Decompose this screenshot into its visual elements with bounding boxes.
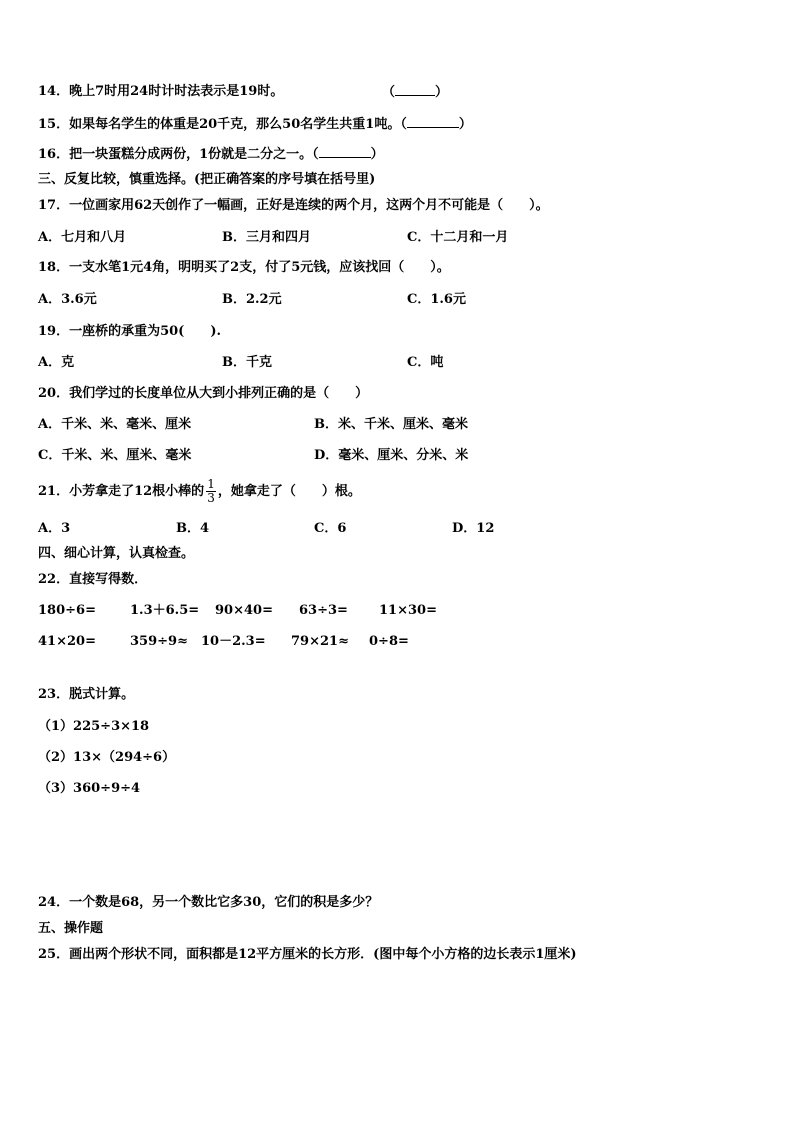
question-24-text: 24．一个数是68，另一个数比它多30，它们的积是多少？	[38, 895, 379, 910]
paren-open: （	[382, 85, 396, 100]
calc-item: 11×30=	[379, 603, 437, 618]
question-20-option-d[interactable]: D．毫米、厘米、分米、米	[314, 448, 469, 463]
question-20-option-b[interactable]: B．米、千米、厘米、毫米	[314, 417, 468, 432]
calc-item: 41×20=	[38, 634, 96, 649]
question-15-text: 15．如果每名学生的体重是20千克，那么50名学生共重1吨。（	[38, 117, 407, 132]
paren-close: ）	[458, 117, 472, 132]
question-18-option-c[interactable]: C．1.6元	[407, 292, 466, 307]
question-23-item-2: （2）13×（294÷6）	[38, 750, 176, 765]
question-21	[38, 476, 361, 508]
paren-close: ）	[370, 147, 384, 162]
question-23-text: 23．脱式计算。	[38, 687, 135, 702]
calc-item: 1.3＋6.5=	[130, 603, 200, 618]
calc-item: 180÷6=	[38, 603, 96, 618]
question-21-option-d[interactable]: D．12	[452, 521, 495, 536]
question-21-text-after: ，她拿走了（ ）根。	[217, 484, 361, 499]
calc-item: 90×40=	[215, 603, 273, 618]
question-17-text: 17．一位画家用62天创作了一幅画，正好是连续的两个月，这两个月不可能是（ ）。	[38, 198, 549, 213]
question-14-answer[interactable]	[382, 83, 448, 102]
calc-item: 359÷9≈	[130, 634, 188, 649]
calc-item: 0÷8=	[369, 634, 409, 649]
question-21-text-before: 21．小芳拿走了12根小棒的	[38, 484, 205, 499]
question-19-option-a[interactable]: A．克	[38, 355, 75, 370]
section-4-heading: 四、细心计算，认真检查。	[38, 546, 195, 561]
question-19-option-b[interactable]: B．千克	[222, 355, 272, 370]
question-14-text: 14．晚上7时用24时计时法表示是19时。	[38, 84, 284, 99]
question-17-option-c[interactable]: C．十二月和一月	[407, 230, 509, 245]
question-17-option-b[interactable]: B．三月和四月	[222, 230, 311, 245]
question-23-item-3: （3）360÷9÷4	[38, 781, 141, 796]
section-3-heading: 三、反复比较，慎重选择。(把正确答案的序号填在括号里)	[38, 172, 376, 187]
question-18-option-a[interactable]: A．3.6元	[38, 292, 97, 307]
question-19-option-c[interactable]: C．吨	[407, 355, 444, 370]
question-21-option-b[interactable]: B．4	[176, 521, 210, 536]
question-20-option-a[interactable]: A．千米、米、毫米、厘米	[38, 417, 192, 432]
answer-blank[interactable]	[319, 145, 371, 158]
question-20-option-c[interactable]: C．千米、米、厘米、毫米	[38, 448, 192, 463]
question-23-item-1: （1）225÷3×18	[38, 719, 150, 734]
calc-item: 63÷3=	[299, 603, 348, 618]
question-18-option-b[interactable]: B．2.2元	[222, 292, 282, 307]
question-14	[38, 83, 283, 101]
answer-blank[interactable]	[407, 115, 459, 128]
question-20-text: 20．我们学过的长度单位从大到小排列正确的是（ ）	[38, 386, 369, 401]
question-17-option-a[interactable]: A．七月和八月	[38, 230, 127, 245]
section-5-heading: 五、操作题	[38, 921, 104, 936]
calc-item: 10－2.3=	[201, 634, 266, 649]
question-19-text: 19．一座桥的承重为50( ).	[38, 324, 222, 339]
question-22-text: 22．直接写得数．	[38, 572, 148, 587]
question-25-text: 25．画出两个形状不同，面积都是12平方厘米的长方形．(图中每个小方格的边长表示1厘米)	[38, 947, 577, 962]
question-16-text: 16．把一块蛋糕分成两份，1份就是二分之一。（	[38, 147, 319, 162]
fraction-denominator: 3	[207, 491, 215, 505]
question-15	[38, 115, 472, 134]
answer-blank[interactable]	[395, 83, 435, 96]
fraction-one-third	[206, 478, 216, 505]
question-16	[38, 145, 384, 164]
calc-item: 79×21≈	[291, 634, 349, 649]
fraction-numerator: 1	[207, 477, 215, 491]
paren-close: ）	[435, 85, 449, 100]
question-21-option-a[interactable]: A．3	[38, 521, 71, 536]
question-18-text: 18．一支水笔1元4角，明明买了2支，付了5元钱，应该找回（ ）。	[38, 260, 450, 275]
question-21-option-c[interactable]: C．6	[314, 521, 347, 536]
